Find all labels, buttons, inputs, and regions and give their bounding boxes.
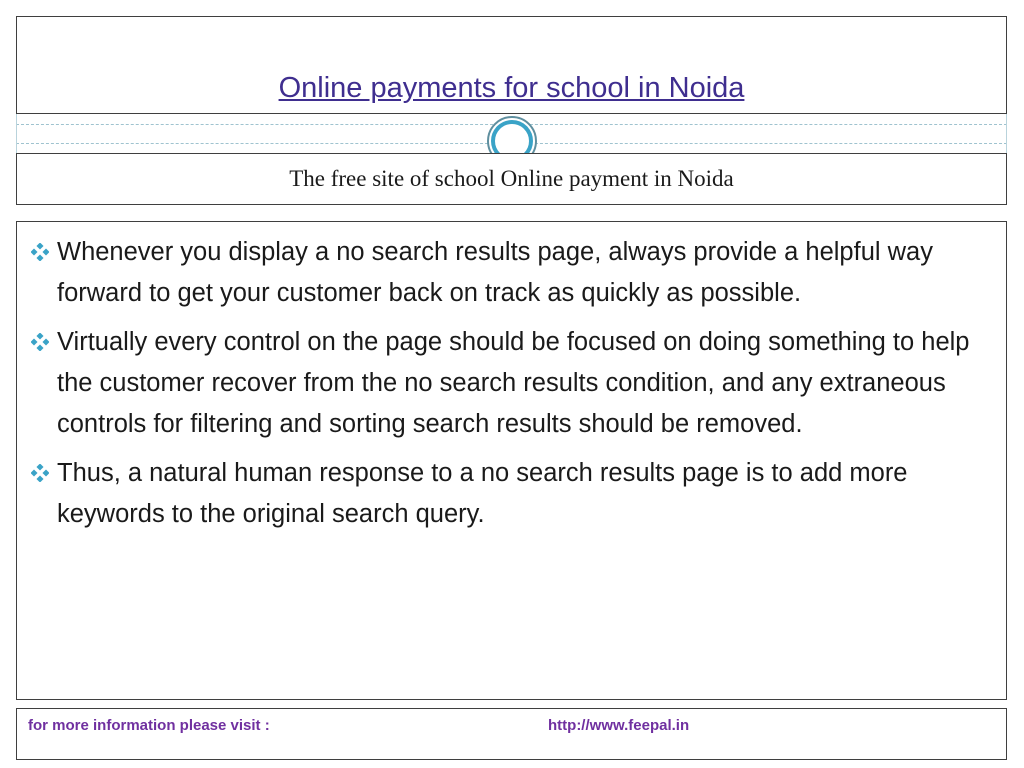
footer (16, 708, 1007, 760)
bullet-item (31, 322, 986, 445)
bullet-text: Virtually every control on the page should be focused on doing something to help the customer recover from the no search results condition, and any extraneous controls for filtering and sorting search results should be removed. (57, 328, 970, 438)
bullet-item (31, 453, 986, 535)
title-box (16, 16, 1007, 114)
page-title[interactable]: Online payments for school in Noida (278, 72, 745, 104)
subtitle-box (16, 153, 1007, 205)
diamond-bullet-icon (31, 322, 57, 362)
footer-info-label: for more information please visit : (28, 717, 270, 734)
diamond-bullet-icon (31, 453, 57, 493)
bullet-text: Whenever you display a no search results page, always provide a helpful way forward to get your customer back on track as quickly as possible. (57, 238, 933, 307)
footer-url-link[interactable]: http://www.feepal.in (548, 717, 690, 734)
band-left-edge (16, 114, 17, 154)
band-right-edge (1006, 114, 1007, 154)
subtitle: The free site of school Online payment in Noida (289, 166, 734, 191)
bullet-text: Thus, a natural human response to a no search results page is to add more keywords to the original search query. (57, 459, 908, 528)
content-box (16, 221, 1007, 700)
diamond-bullet-icon (31, 232, 57, 272)
bullet-item (31, 232, 986, 314)
